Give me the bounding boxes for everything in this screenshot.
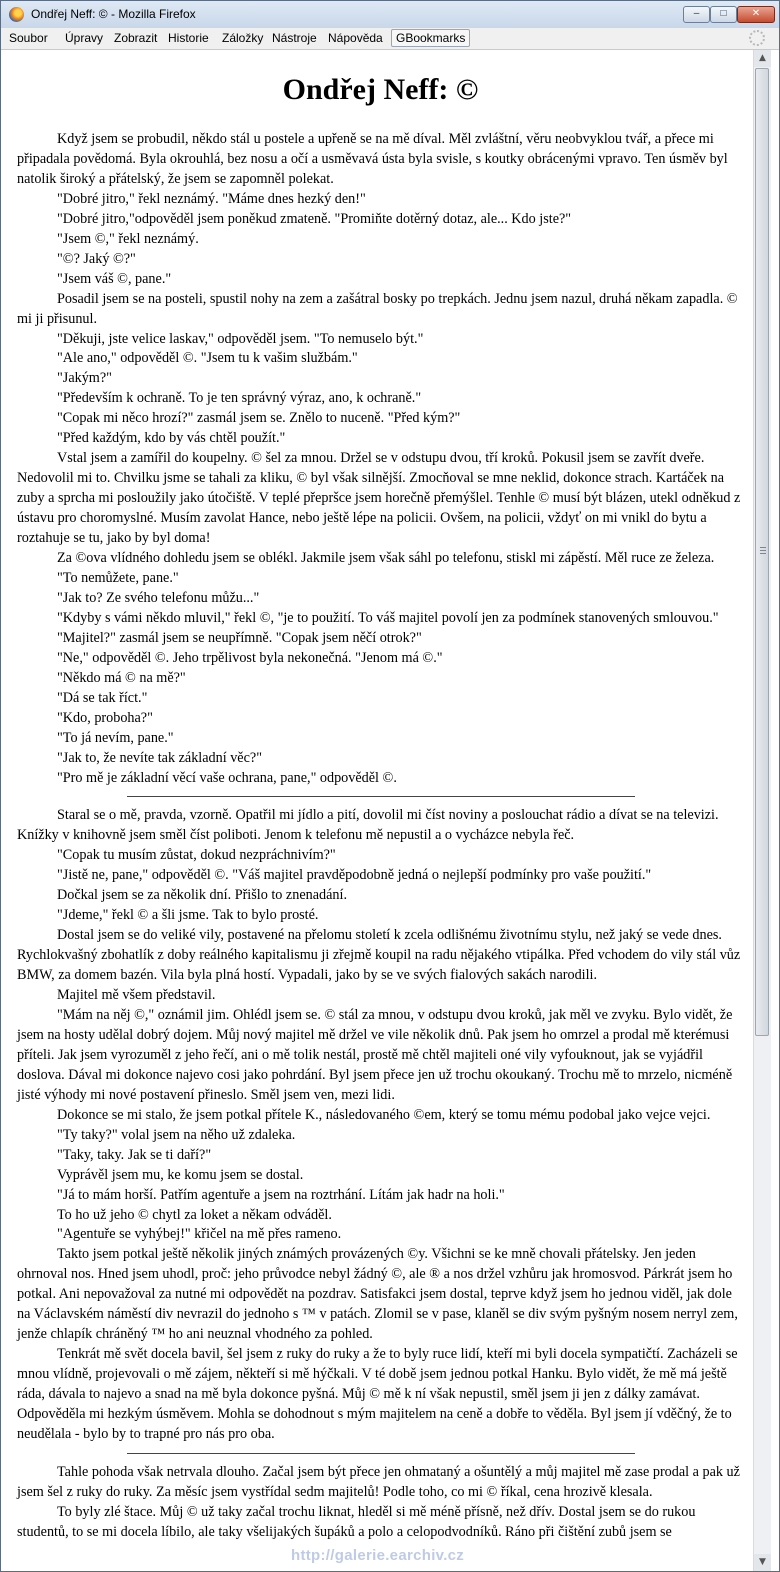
close-button[interactable]: ✕ bbox=[737, 6, 775, 23]
menu-upravy[interactable]: Úpravy bbox=[65, 31, 104, 45]
paragraph: Za ©ova vlídného dohledu jsem se oblékl. Jakmile jsem však sáhl po telefonu, stiskl mi zápěstí. Měl ruce ze železa. bbox=[57, 550, 715, 567]
paragraph: "Dobré jitro,"odpověděl jsem poněkud zmateně. "Promiňte dotěrný dotaz, ale... Kdo jste?" bbox=[57, 210, 572, 227]
section-divider bbox=[127, 796, 635, 797]
scroll-up-arrow-icon[interactable]: ▲ bbox=[754, 50, 771, 67]
menu-historie[interactable]: Historie bbox=[168, 31, 209, 45]
vertical-scrollbar[interactable] bbox=[753, 50, 771, 1571]
paragraph: "Děkuji, jste velice laskav," odpověděl jsem. "To nemuselo být." bbox=[57, 330, 424, 347]
menu-bar bbox=[1, 28, 779, 50]
paragraph: Majitel mě všem představil. bbox=[57, 987, 216, 1004]
paragraph: "Především k ochraně. To je ten správný výraz, ano, k ochraně." bbox=[57, 390, 422, 407]
throbber-icon bbox=[749, 30, 765, 46]
maximize-button[interactable]: □ bbox=[710, 6, 737, 23]
story-section-1 bbox=[17, 130, 745, 788]
paragraph: "Jdeme," řekl © a šli jsme. Tak to bylo prosté. bbox=[57, 907, 319, 924]
scroll-down-arrow-icon[interactable]: ▼ bbox=[754, 1554, 771, 1571]
firefox-icon bbox=[9, 7, 24, 22]
paragraph: "Mám na něj ©," oznámil jim. Ohlédl jsem se. © stál za mnou, v odstupu dvou kroků, jak měl ve zvyku. Bylo vidět, že jsem na hosty udělal dobrý dojem. Můj nový majitel mě držel ve vile několik dnů. Pak jsem ho omrzel a prodal mě kterémusi příteli. Jak jsem vyrozuměl z jeho řečí, ani o mě tolik nestál, prostě mě chtěl majiteli oné vily vyfouknout, jak se vyjádřil doslova. Dával mi dokonce najevo cosi jako pohrdání. Byl jsem přece jen už trochu okoukaný. Trochu mě to mrzelo, nicméně jisté výhody mi nové postavení přineslo. Směl jsem ven, mezi lidi. bbox=[17, 1006, 733, 1103]
menu-nastroje[interactable]: Nástroje bbox=[272, 31, 317, 45]
paragraph: Tenkrát mě svět docela bavil, šel jsem z ruky do ruky a že to byly ruce lidí, kteří mi byli docela sympatičtí. Zacházeli se mnou vlídně, projevovali o mě zájem, někteří si mě hýčkali. V té době jsem jednou potkal Hanku. Bylo vidět, že mě má ještě ráda, dávala to najevo a snad na mě byla dokonce pyšná. Můj © mě k ní však nepustil, směl jsem ji jen z dálky zamávat. Odpověděla mi hezkým úsměvem. Mohla se dohodnout s mým majitelem na ceně a dobře to věděla. Byl jsem jí vděčný, že to neudělala - bylo by to trapné pro nás pro oba. bbox=[17, 1346, 738, 1442]
paragraph: "Jistě ne, pane," odpověděl ©. "Váš majitel pravděpodobně jedná o nejlepší podmínky pro vaše použití." bbox=[57, 867, 652, 884]
gbookmarks-button[interactable]: GBookmarks bbox=[391, 29, 470, 47]
paragraph: "Dá se tak říct." bbox=[57, 689, 148, 706]
menu-zobrazit[interactable]: Zobrazit bbox=[114, 31, 158, 45]
paragraph: "To já nevím, pane." bbox=[57, 729, 174, 746]
paragraph: Tahle pohoda však netrvala dlouho. Začal jsem být přece jen ohmataný a ošuntělý a můj majitel mě zase prodal a pak už jsem šel z ruky do ruky. Za měsíc jsem vystřídal sedm majitelů! Podle toho, co mi © říkal, cena hrozivě klesala. bbox=[17, 1463, 740, 1500]
paragraph: "Jsem ©," řekl neznámý. bbox=[57, 230, 199, 247]
paragraph: "Agentuře se vyhýbej!" křičel na mě přes rameno. bbox=[57, 1226, 342, 1243]
paragraph: Dostal jsem se do veliké vily, postavené na přelomu století k zcela odlišnému životnímu stylu, než jaký se vede dnes. Rychlokvašný zbohatlík z doby reálného kapitalismu ji zřejmě koupil na radu nějakého vtipálka. Před vchodem do vily stál vůz BMW, za domem bazén. Vila byla plná hostí. Vypadali, jako by se ve svých fialových sakách narodili. bbox=[17, 927, 741, 984]
paragraph: Když jsem se probudil, někdo stál u postele a upřeně se na mě díval. Měl zvláštní, věru neobvyklou tvář, a přece mi připadala povědomá. Byla okrouhlá, bez nosu a očí a usměvavá ústa byla svisle, s koutky obrácenými vpravo. Ten úsměv byl natolik široký a přátelský, že jsem se zapomněl polekat. bbox=[17, 131, 728, 187]
paragraph: "Jsem váš ©, pane." bbox=[57, 270, 172, 287]
menu-zalozky[interactable]: Záložky bbox=[222, 31, 264, 45]
scrollbar-thumb[interactable] bbox=[755, 68, 769, 1036]
page-content bbox=[9, 50, 752, 1571]
paragraph: "Kdyby s vámi někdo mluvil," řekl ©, "je to použití. To váš majitel povolí jen za podmínek stanovených smlouvou." bbox=[57, 609, 719, 626]
paragraph: "Před každým, kdo by vás chtěl použít." bbox=[57, 430, 286, 447]
paragraph: "Copak tu musím zůstat, dokud nezpráchnivím?" bbox=[57, 847, 336, 864]
menu-napoveda[interactable]: Nápověda bbox=[328, 31, 383, 45]
paragraph: "Dobré jitro," řekl neznámý. "Máme dnes hezký den!" bbox=[57, 190, 366, 207]
paragraph: "Jakým?" bbox=[57, 370, 112, 387]
scrollbar-grip bbox=[760, 550, 766, 551]
scrollbar-grip bbox=[760, 553, 766, 554]
paragraph: "Kdo, proboha?" bbox=[57, 709, 153, 726]
paragraph: "Já to mám horší. Patřím agentuře a jsem na roztrhání. Lítám jak hadr na holi." bbox=[57, 1186, 505, 1203]
paragraph: "To nemůžete, pane." bbox=[57, 569, 179, 586]
paragraph: "Taky, taky. Jak se ti daří?" bbox=[57, 1146, 212, 1163]
scrollbar-grip bbox=[760, 547, 766, 548]
paragraph: Vstal jsem a zamířil do koupelny. © šel za mnou. Držel se v odstupu dvou, tří kroků. Pokusil jsem se zavřít dveře. Nedovolil mi to. Chvilku jsme se tahali za kliku, © byl však silnější. Zmocňoval se mne neklid, dokonce strach. Kartáček na zuby a sprcha mi posloužily jako útočiště. V teplé přepršce jsem horečně přemýšlel. Tenhle © musí být blázen, utekl odněkud z ústavu pro choromyslné. Musím zavolat Hance, nebo ještě lépe na policii. Ovšem, na policii, vždyť on mi vnikl do bytu a roztahuje se tu, jako by byl doma! bbox=[17, 450, 741, 547]
paragraph: Vyprávěl jsem mu, ke komu jsem se dostal. bbox=[57, 1166, 304, 1183]
paragraph: "Ale ano," odpověděl ©. "Jsem tu k vašim službám." bbox=[57, 350, 358, 367]
minimize-button[interactable]: – bbox=[683, 6, 710, 23]
paragraph: "Jak to, že nevíte tak základní věc?" bbox=[57, 749, 262, 766]
paragraph: "©? Jaký ©?" bbox=[57, 250, 136, 267]
story-text bbox=[17, 130, 745, 1543]
watermark-url: http://galerie.earchiv.cz bbox=[291, 1547, 465, 1564]
paragraph: Staral se o mě, pravda, vzorně. Opatřil mi jídlo a pití, dovolil mi číst noviny a poslouchat rádio a dívat se na televizi. Knížky v knihovně jsem směl číst poliboti. Jenom k telefonu mě nepustil a o vycházce nebyla řeč. bbox=[17, 807, 719, 844]
paragraph: "Majitel?" zasmál jsem se neupřímně. "Copak jsem něčí otrok?" bbox=[57, 629, 422, 646]
section-divider bbox=[127, 1453, 635, 1454]
paragraph: To byly zlé štace. Můj © už taky začal trochu liknat, hleděl si mě méně přísně, než dřív. Dostal jsem se do rukou studentů, to se mi docela líbilo, ale taky všelijakých šupáků a polo a celopodvodníků. Ráno při čištění zubů jsem se bbox=[17, 1503, 696, 1540]
paragraph: Dokonce se mi stalo, že jsem potkal přítele K., následovaného ©em, který se tomu mému podobal jako vejce vejci. bbox=[57, 1106, 711, 1123]
window-title: Ondřej Neff: © - Mozilla Firefox bbox=[31, 7, 196, 21]
paragraph: Dočkal jsem se za několik dní. Přišlo to znenadání. bbox=[57, 887, 347, 904]
paragraph: "Ty taky?" volal jsem na něho už zdaleka. bbox=[57, 1126, 296, 1143]
paragraph: To ho už jeho © chytl za loket a někam odváděl. bbox=[57, 1206, 332, 1223]
paragraph: Takto jsem potkal ještě několik jiných známých provázených ©y. Všichni se ke mně chovali přátelsky. Jen jeden ohrnoval nos. Hned jsem uhodl, proč: jeho průvodce nebyl žádný ©, ale ® a nos držel vzhůru jak hromosvod. Párkrát jsem ho potkal. Ani nepovažoval za nutné mi odpovědět na pozdrav. Satisfakci jsem dostal, teprve když jsem ho jednou viděl, jak dole na Václavském náměstí div nevrazil do jednoho s ™ v patách. Zlomil se v pase, klaněl se div svým pyšným nosem nerryl zem, jenže chlapík chráněný ™ ho ani neuznal vhodného za pohled. bbox=[17, 1246, 738, 1343]
menu-soubor[interactable]: Soubor bbox=[9, 31, 48, 45]
paragraph: Posadil jsem se na posteli, spustil nohy na zem a zašátral bosky po trepkách. Jednu jsem nazul, druhá někam zapadla. © mi ji přisunul. bbox=[17, 290, 738, 327]
paragraph: "Ne," odpověděl ©. Jeho trpělivost byla nekonečná. "Jenom má ©." bbox=[57, 649, 443, 666]
paragraph: "Jak to? Ze svého telefonu můžu..." bbox=[57, 589, 260, 606]
story-section-2 bbox=[17, 806, 745, 1445]
paragraph: "Někdo má © na mě?" bbox=[57, 669, 186, 686]
story-section-3 bbox=[17, 1463, 745, 1543]
page-title: Ondřej Neff: © bbox=[282, 73, 479, 106]
title-bar bbox=[1, 1, 779, 29]
paragraph: "Copak mi něco hrozí?" zasmál jsem se. Znělo to nuceně. "Před kým?" bbox=[57, 410, 461, 427]
paragraph: "Pro mě je základní věcí vaše ochrana, pane," odpověděl ©. bbox=[57, 769, 397, 786]
